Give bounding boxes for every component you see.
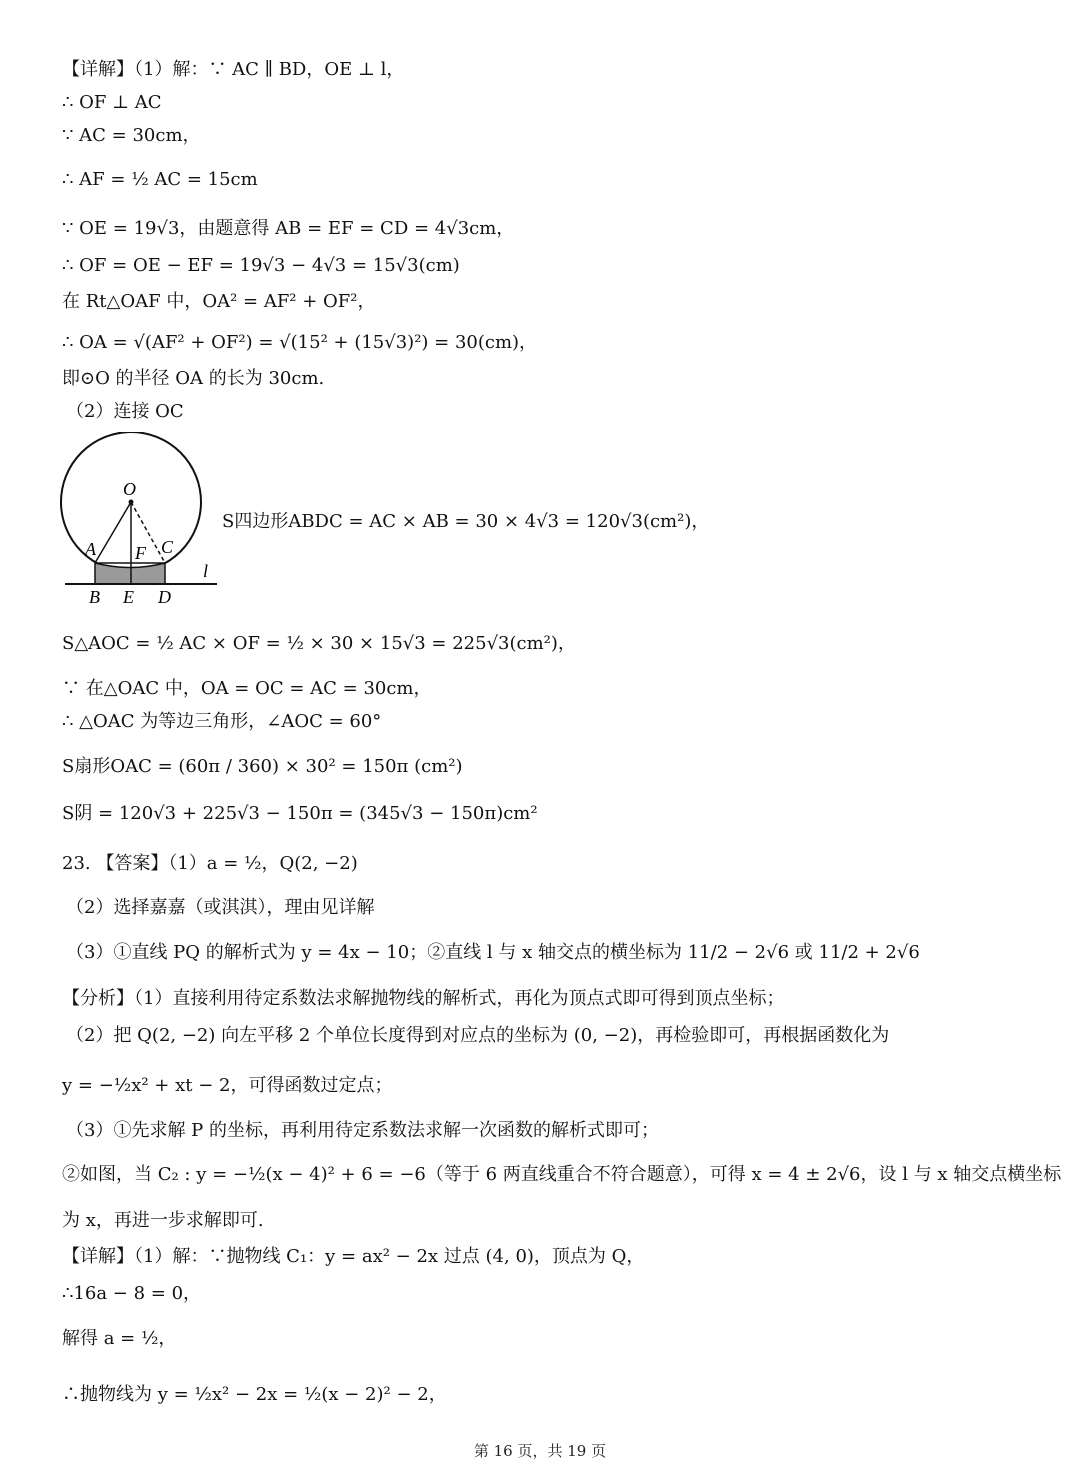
text-line: S扇形OAC = (60π / 360) × 30² = 150π (cm²) (62, 756, 463, 777)
text-line: ∴ OA = √(AF² + OF²) = √(15² + (15√3)²) = 30(cm)， (62, 332, 538, 353)
text-line: S阴 = 120√3 + 225√3 − 150π = (345√3 − 150π)cm² (62, 803, 538, 824)
text-line: y = −½x² + xt − 2，可得函数过定点； (62, 1075, 393, 1096)
text-line: ∴ OF ⊥ AC (62, 92, 162, 113)
text-line: ∵ AC = 30cm， (62, 125, 201, 146)
text-line: S△AOC = ½ AC × OF = ½ × 30 × 15√3 = 225√3(cm²)， (62, 633, 576, 654)
text-line: （3）①直线 PQ 的解析式为 y = 4x − 10；②直线 l 与 x 轴交点的横坐标为 11/2 − 2√6 或 11/2 + 2√6 (66, 942, 920, 963)
text-line: ∴ △OAC 为等边三角形，∠AOC = 60° (62, 711, 382, 732)
text-line: ∴16a − 8 = 0， (62, 1283, 202, 1304)
text-line: ∵ 在△OAC 中，OA = OC = AC = 30cm， (62, 678, 432, 699)
text-line: （2）连接 OC (66, 401, 184, 422)
label-B: B (89, 587, 100, 607)
label-E: E (123, 587, 134, 607)
page-footer: 第 16 页，共 19 页 (473, 1442, 607, 1460)
text-line: 即⊙O 的半径 OA 的长为 30cm. (62, 368, 325, 389)
text-line: 23. 【答案】（1）a = ½，Q(2, −2) (62, 853, 358, 874)
text-line: ∴ OF = OE − EF = 19√3 − 4√3 = 15√3(cm) (62, 255, 460, 276)
label-D: D (158, 587, 171, 607)
label-C: C (161, 537, 174, 557)
text-line: 【分析】（1）直接利用待定系数法求解抛物线的解析式，再化为顶点式即可得到顶点坐标； (62, 988, 785, 1009)
text-line: （3）①先求解 P 的坐标，再利用待定系数法求解一次函数的解析式即可； (66, 1120, 660, 1141)
text-line: 【详解】（1）解：∵抛物线 C₁：y = ax² − 2x 过点 (4, 0)，顶点为 Q， (62, 1246, 645, 1267)
text-line: 在 Rt△OAF 中，OA² = AF² + OF²， (62, 291, 376, 312)
text-line: 为 x，再进一步求解即可. (62, 1210, 264, 1231)
text-line: ∴ AF = ½ AC = 15cm (62, 169, 258, 190)
label-O: O (123, 479, 136, 499)
quad-area-formula: S四边形ABDC = AC × AB = 30 × 4√3 = 120√3(cm²)， (222, 511, 710, 532)
text-line: 【详解】（1）解：∵ AC ∥ BD，OE ⊥ l， (62, 59, 405, 80)
label-F: F (135, 543, 146, 563)
text-line: （2）选择嘉嘉（或淇淇），理由见详解 (66, 897, 375, 918)
label-A: A (85, 539, 96, 559)
text-line: （2）把 Q(2, −2) 向左平移 2 个单位长度得到对应点的坐标为 (0, −2)，再检验即可，再根据函数化为 (66, 1025, 890, 1046)
circle-diagram (55, 432, 225, 612)
label-l: l (203, 561, 209, 581)
text-line: ∴抛物线为 y = ½x² − 2x = ½(x − 2)² − 2， (62, 1384, 447, 1405)
text-line: ②如图，当 C₂ : y = −½(x − 4)² + 6 = −6（等于 6 两直线重合不符合题意），可得 x = 4 ± 2√6，设 l 与 x 轴交点横坐标 (62, 1164, 1062, 1185)
text-line: ∵ OE = 19√3，由题意得 AB = EF = CD = 4√3cm， (62, 218, 515, 239)
text-line: 解得 a = ½， (62, 1328, 177, 1349)
